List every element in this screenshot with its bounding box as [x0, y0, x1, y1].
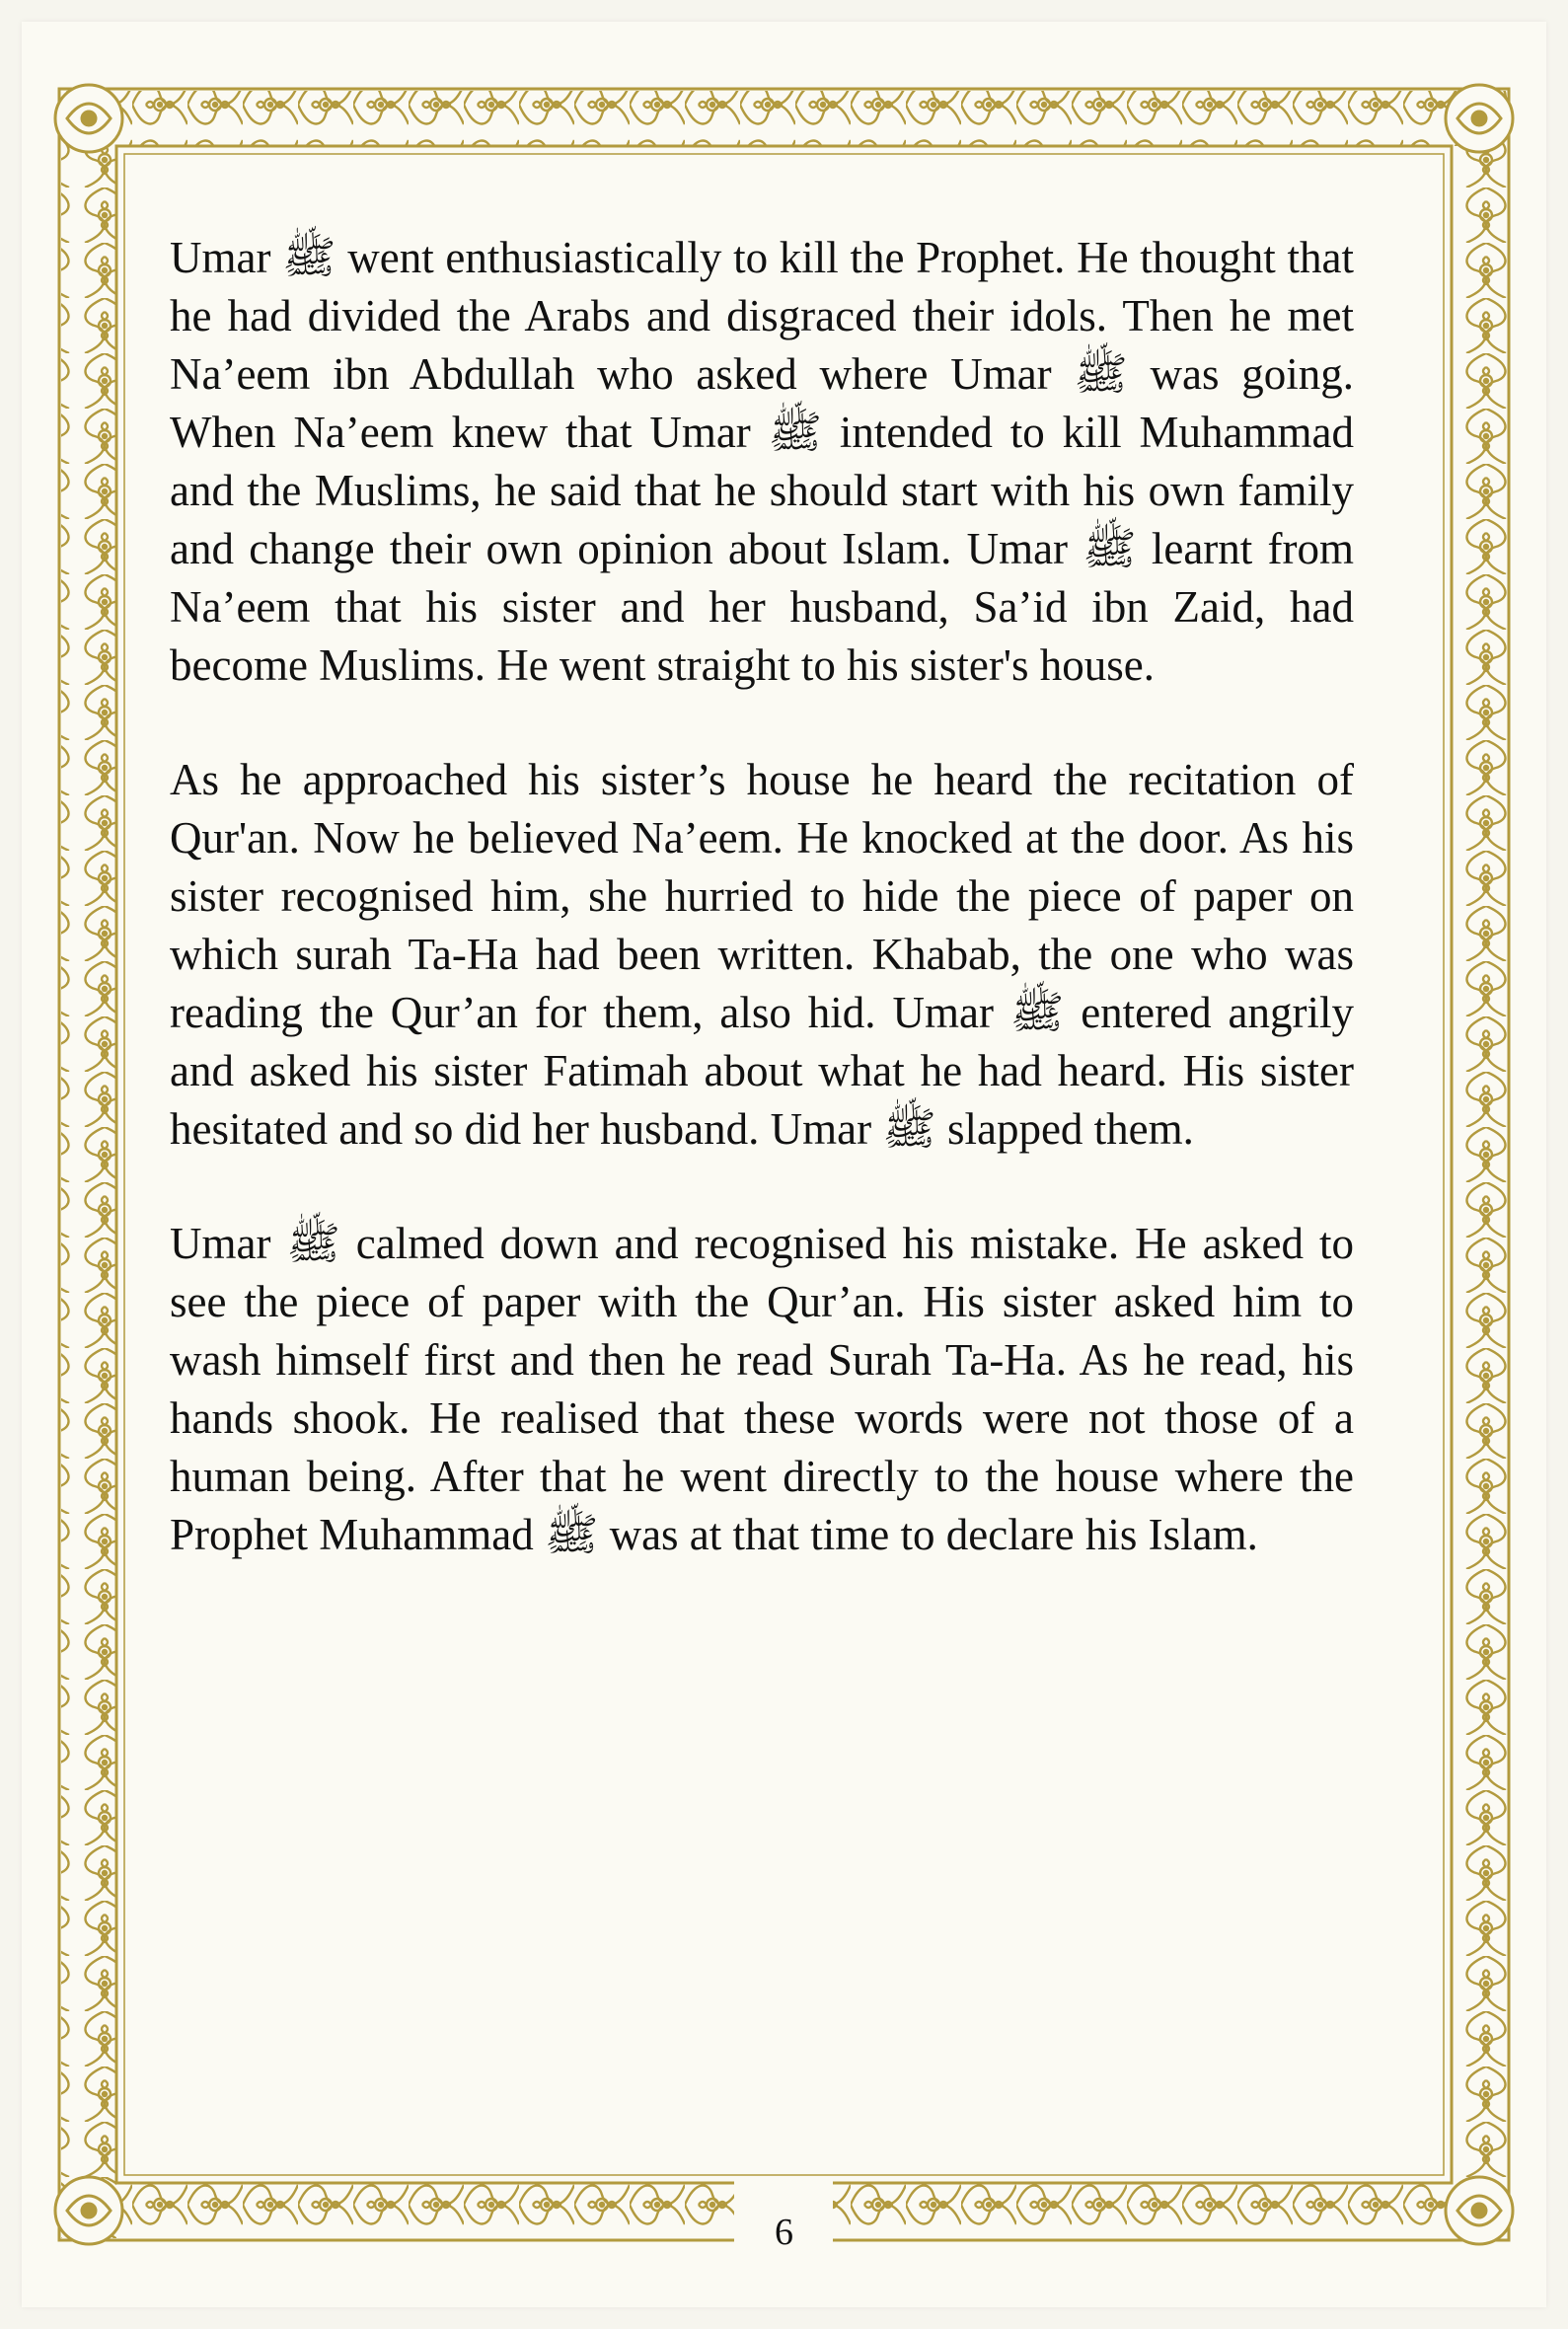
paragraph-2: [170, 751, 1354, 1159]
page-number: 6: [775, 2212, 793, 2253]
book-page: [22, 22, 1546, 2307]
paragraph-3-text: Umar ﷺ calmed down and recognised his mistake. He asked to see the piece of paper with the Qur’an. His sister asked him to wash himself first and then he read Surah Ta-Ha. As he read, his hands shook. He realised that these words were not those of a human being. After that he went directly to the house where the Prophet Muhammad ﷺ was at that time to declare his Islam.: [170, 1219, 1354, 1559]
paragraph-2-text: As he approached his sister’s house he heard the recitation of Qur'an. Now he believed Na’eem. He knocked at the door. As his sister recognised him, she hurried to hide the piece of paper on which surah Ta-Ha had been written. Khabab, the one who was reading the Qur’an for them, also hid. Umar ﷺ entered angrily and asked his sister Fatimah about what he had heard. His sister hesitated and so did her husband. Umar ﷺ slapped them.: [170, 755, 1355, 1154]
page-body: [170, 229, 1354, 1620]
paragraph-1: [170, 229, 1354, 695]
paragraph-3: [170, 1215, 1354, 1564]
paragraph-1-text: Umar ﷺ went enthusiastically to kill the Prophet. He thought that he had divided the Arabs and disgraced their idols. Then he met Na’eem ibn Abdullah who asked where Umar ﷺ was going. When Na’eem knew that Umar ﷺ intended to kill Muhammad and the Muslims, he said that he should start with his own family and change their own opinion about Islam. Umar ﷺ learnt from Na’eem that his sister and her husband, Sa’id ibn Zaid, had become Muslims. He went straight to his sister's house.: [170, 233, 1354, 690]
